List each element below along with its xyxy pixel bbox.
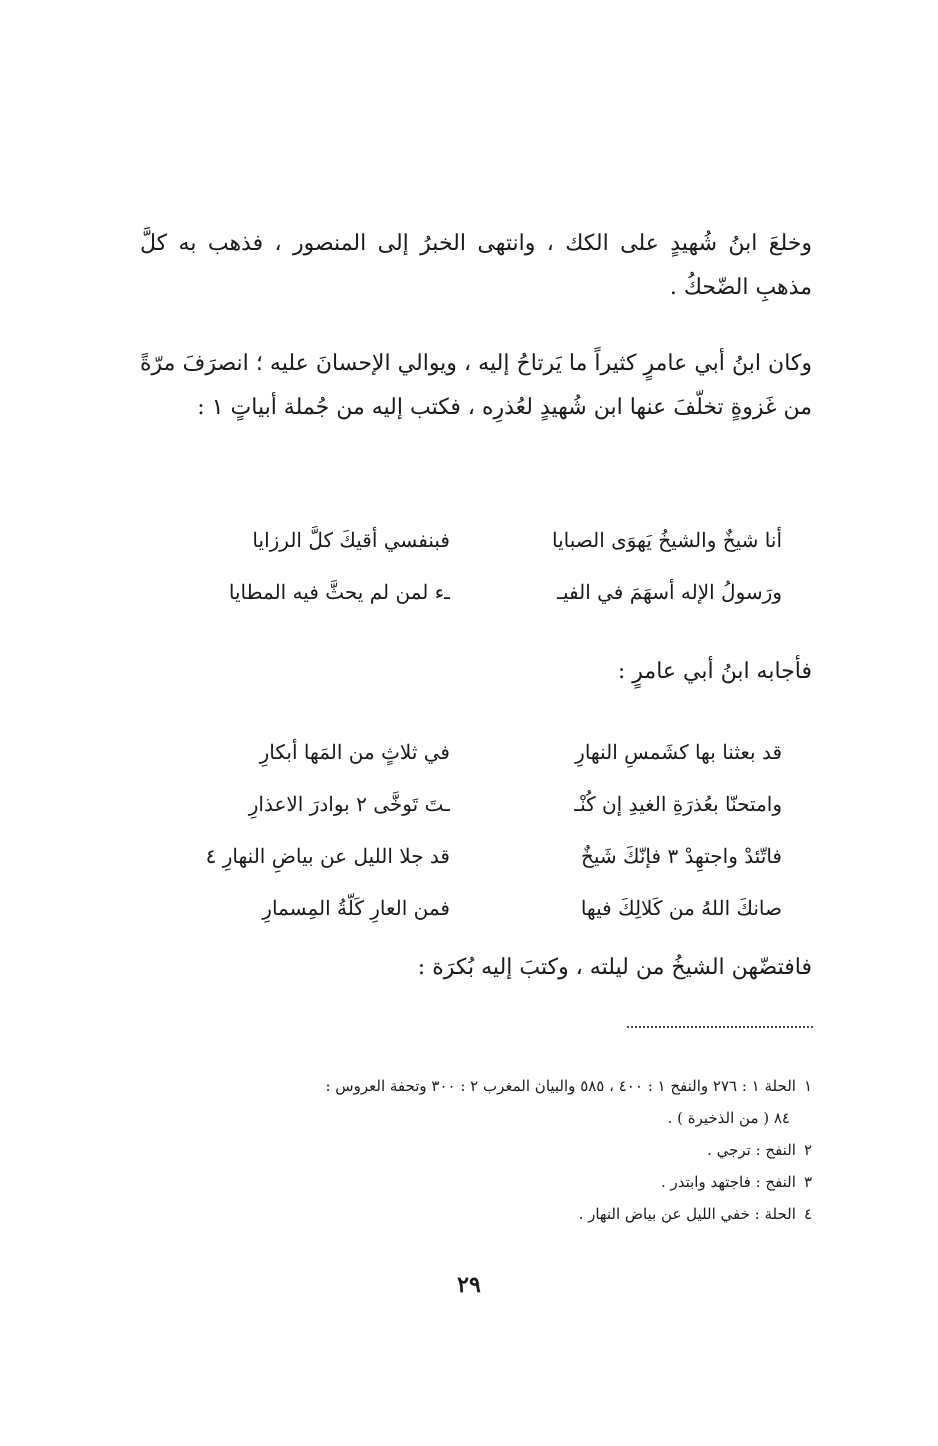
second-hemistich: فبنفسي أقيكَ كلَّ الرزايا: [252, 528, 450, 552]
poem-1: [170, 514, 782, 618]
verse: [170, 778, 782, 830]
footnote-number: ٢: [803, 1141, 812, 1159]
footnote-divider: [627, 1026, 813, 1028]
footnote: [140, 1166, 812, 1198]
first-hemistich: وامتحنّا بعُذرَةِ الغيدِ إن كُنْـ: [574, 792, 782, 816]
verse: [170, 882, 782, 934]
second-hemistich: في ثلاثٍ من المَها أبكارِ: [259, 740, 450, 764]
footnote-number: ٣: [803, 1173, 812, 1191]
footnote-number: ٤: [803, 1205, 812, 1223]
footnote: [140, 1070, 812, 1102]
closing-line: فافتضّهن الشيخُ من ليلته ، وكتبَ إليه بُكرَة :: [417, 955, 812, 980]
paragraph-2: وكان ابنُ أبي عامرٍ كثيراً ما يَرتاحُ إليه ، ويوالي الإحسانَ عليه ؛ انصرَفَ مرّةً من غَزوةٍ تخلّفَ عنها ابن شُهيدٍ لعُذرِه ، فكتب إليه من جُملة أبياتٍ ١ :: [140, 351, 812, 420]
reply-intro: فأجابه ابنُ أبي عامرٍ :: [617, 659, 812, 684]
first-hemistich: صانكَ اللهُ من كَلالِكَ فيها: [580, 896, 782, 920]
second-hemistich: ـتَ تَوخَّى ٢ بوادرَ الاعذارِ: [248, 792, 450, 816]
first-hemistich: ورَسولُ الإله أسهَمَ في الفيـ: [557, 580, 782, 604]
second-hemistich: ـء لمن لم يحثَّ فيه المطايا: [228, 580, 450, 604]
footnote-text: النفح : فاجتهد وابتدر .: [660, 1173, 796, 1191]
footnote: [140, 1198, 812, 1230]
page-number: ٢٩: [457, 1272, 481, 1298]
first-hemistich: أنا شيخٌ والشيخُ يَهوَى الصبايا: [552, 528, 782, 552]
footnote-text: الحلة : خفي الليل عن بياض النهار .: [578, 1205, 796, 1223]
verse: [170, 830, 782, 882]
poem-2: [170, 726, 782, 934]
verse: [170, 566, 782, 618]
first-hemistich: قد بعثنا بها كشَمسِ النهارِ: [575, 740, 782, 764]
footnotes: [140, 1070, 812, 1230]
second-hemistich: فمن العارِ كَلّةُ المِسمارِ: [262, 896, 450, 920]
footnote: [140, 1134, 812, 1166]
second-hemistich: قد جلا الليل عن بياضِ النهارِ ٤: [205, 844, 450, 868]
footnote-continuation: ٨٤ ( من الذخيرة ) .: [667, 1109, 790, 1127]
verse: [170, 726, 782, 778]
footnote-number: ١: [803, 1077, 812, 1095]
paragraph-1: وخلعَ ابنُ شُهيدٍ على الكك ، وانتهى الخبرُ إلى المنصور ، فذهب به كلَّ مذهبِ الضّحكُ .: [140, 231, 812, 300]
first-hemistich: فاتّئدْ واجتهِدْ ٣ فإنّكَ شَيخٌ: [580, 844, 782, 868]
footnote-text: النفح : ترجي .: [707, 1141, 796, 1159]
verse: [170, 514, 782, 566]
footnote-text: الحلة ١ : ٢٧٦ والنفح ١ : ٤٠٠ ، ٥٨٥ والبيان المغرب ٢ : ٣٠٠ وتحفة العروس :: [325, 1077, 796, 1095]
